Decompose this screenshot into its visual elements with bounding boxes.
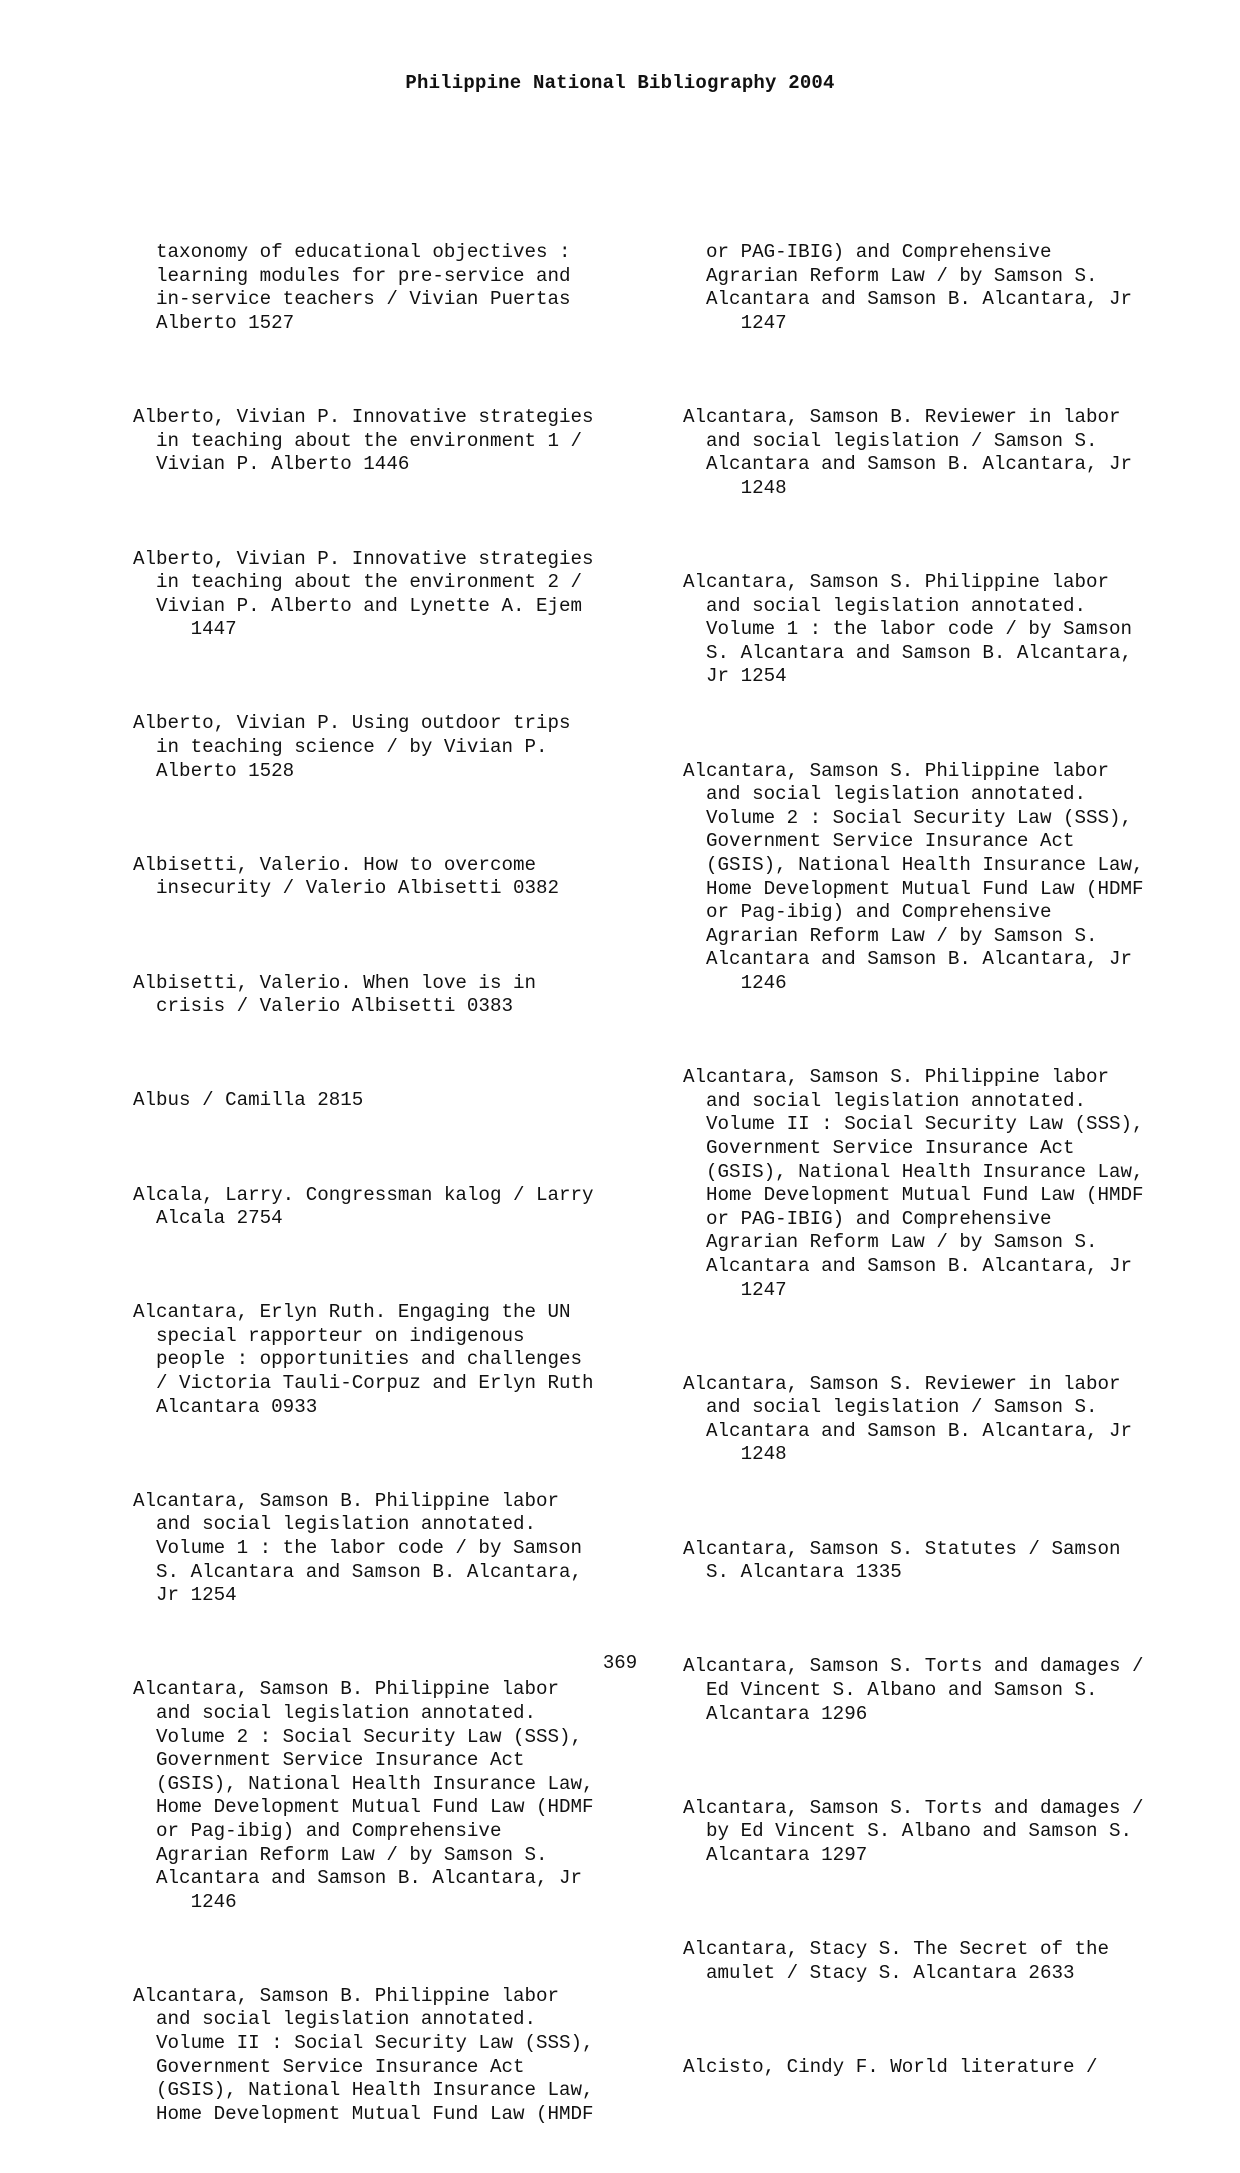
bibliography-entry: Alcantara, Samson S. Reviewer in labor and social legislation / Samson S. Alcantara and Samson B. Alcantara, Jr 1248 xyxy=(683,1372,1133,1466)
bibliography-entry: Alcantara, Samson S. Statutes / Samson S. Alcantara 1335 xyxy=(683,1537,1121,1584)
bibliography-entry: Alcantara, Samson S. Philippine labor and social legislation annotated. Volume 1 : the labor code / by Samson S. Alcantara and Samson B. Alcantara, Jr 1254 xyxy=(683,571,1133,688)
bibliography-entry: Alberto, Vivian P. Innovative strategies in teaching about the environment 1 / Vivian P. Alberto 1446 xyxy=(133,406,594,476)
bibliography-entry: or PAG-IBIG) and Comprehensive Agrarian Reform Law / by Samson S. Alcantara and Samson B. Alcantara, Jr 1247 xyxy=(706,241,1133,334)
bibliography-entry: Alcantara, Samson S. Philippine labor and social legislation annotated. Volume 2 : Social Security Law (SSS), Government Service Insurance Act (GSIS), National Health Insurance Law, Home Development Mutual Fund Law (HDMF or Pag-ibig) and Comprehensive Agrarian Reform Law / by Samson S. Alcantara and Samson B. Alcantara, Jr 1246 xyxy=(683,759,1144,994)
bibliography-entry: Alberto, Vivian P. Using outdoor trips in teaching science / by Vivian P. Alberto 1528 xyxy=(133,712,571,782)
bibliography-entry: Albisetti, Valerio. When love is in crisis / Valerio Albisetti 0383 xyxy=(133,971,537,1018)
bibliography-entry: Albisetti, Valerio. How to overcome insecurity / Valerio Albisetti 0382 xyxy=(133,853,560,900)
right-column xyxy=(683,194,1228,2126)
bibliography-entry: Alcantara, Samson B. Reviewer in labor and social legislation / Samson S. Alcantara and Samson B. Alcantara, Jr 1248 xyxy=(683,406,1133,499)
bibliography-entry: Albus / Camilla 2815 xyxy=(133,1089,364,1112)
bibliography-entry: Alcantara, Samson S. Philippine labor and social legislation annotated. Volume II : Social Security Law (SSS), Government Service Insurance Act (GSIS), National Health Insurance Law, Home Development Mutual Fund Law (HMDF or PAG-IBIG) and Comprehensive Agrarian Reform Law / by Samson S. Alcantara and Samson B. Alcantara, Jr 1247 xyxy=(683,1066,1144,1301)
bibliography-entry: taxonomy of educational objectives : learning modules for pre-service and in-service teachers / Vivian Puertas Alberto 1527 xyxy=(156,241,571,334)
bibliography-entry: Alcantara, Samson B. Philippine labor and social legislation annotated. Volume 1 : the labor code / by Samson S. Alcantara and Samson B. Alcantara, Jr 1254 xyxy=(133,1489,583,1607)
bibliography-entry: Alcantara, Samson S. Torts and damages / Ed Vincent S. Albano and Samson S. Alcantara 1296 xyxy=(683,1655,1144,1725)
bibliography-entry: Alberto, Vivian P. Innovative strategies in teaching about the environment 2 / Vivian P. Alberto and Lynette A. Ejem 1447 xyxy=(133,547,594,641)
bibliography-entry: Alcantara, Samson B. Philippine labor and social legislation annotated. Volume II : Social Security Law (SSS), Government Service Insurance Act (GSIS), National Health Insurance Law, Home Development Mutual Fund Law (HMDF xyxy=(133,1984,594,2125)
bibliography-entry: Alcantara, Samson S. Torts and damages / by Ed Vincent S. Albano and Samson S. Alcantara 1297 xyxy=(683,1796,1144,1866)
page-title: Philippine National Bibliography 2004 xyxy=(405,72,835,94)
bibliography-entry: Alcisto, Cindy F. World literature / xyxy=(683,2055,1098,2078)
bibliography-entry: Alcantara, Samson B. Philippine labor and social legislation annotated. Volume 2 : Social Security Law (SSS), Government Service Insurance Act (GSIS), National Health Insurance Law, Home Development Mutual Fund Law (HDMF or Pag-ibig) and Comprehensive Agrarian Reform Law / by Samson S. Alcantara and Samson B. Alcantara, Jr 1246 xyxy=(133,1678,594,1913)
bibliography-entry: Alcantara, Erlyn Ruth. Engaging the UN special rapporteur on indigenous people : opportunities and challenges / Victoria Tauli-Corpuz and Erlyn Ruth Alcantara 0933 xyxy=(133,1301,594,1418)
left-column xyxy=(133,194,678,2173)
bibliography-entry: Alcala, Larry. Congressman kalog / Larry Alcala 2754 xyxy=(133,1183,594,1230)
bibliography-entry: Alcantara, Stacy S. The Secret of the amulet / Stacy S. Alcantara 2633 xyxy=(683,1938,1110,1984)
page-number: 369 xyxy=(602,1652,638,1674)
